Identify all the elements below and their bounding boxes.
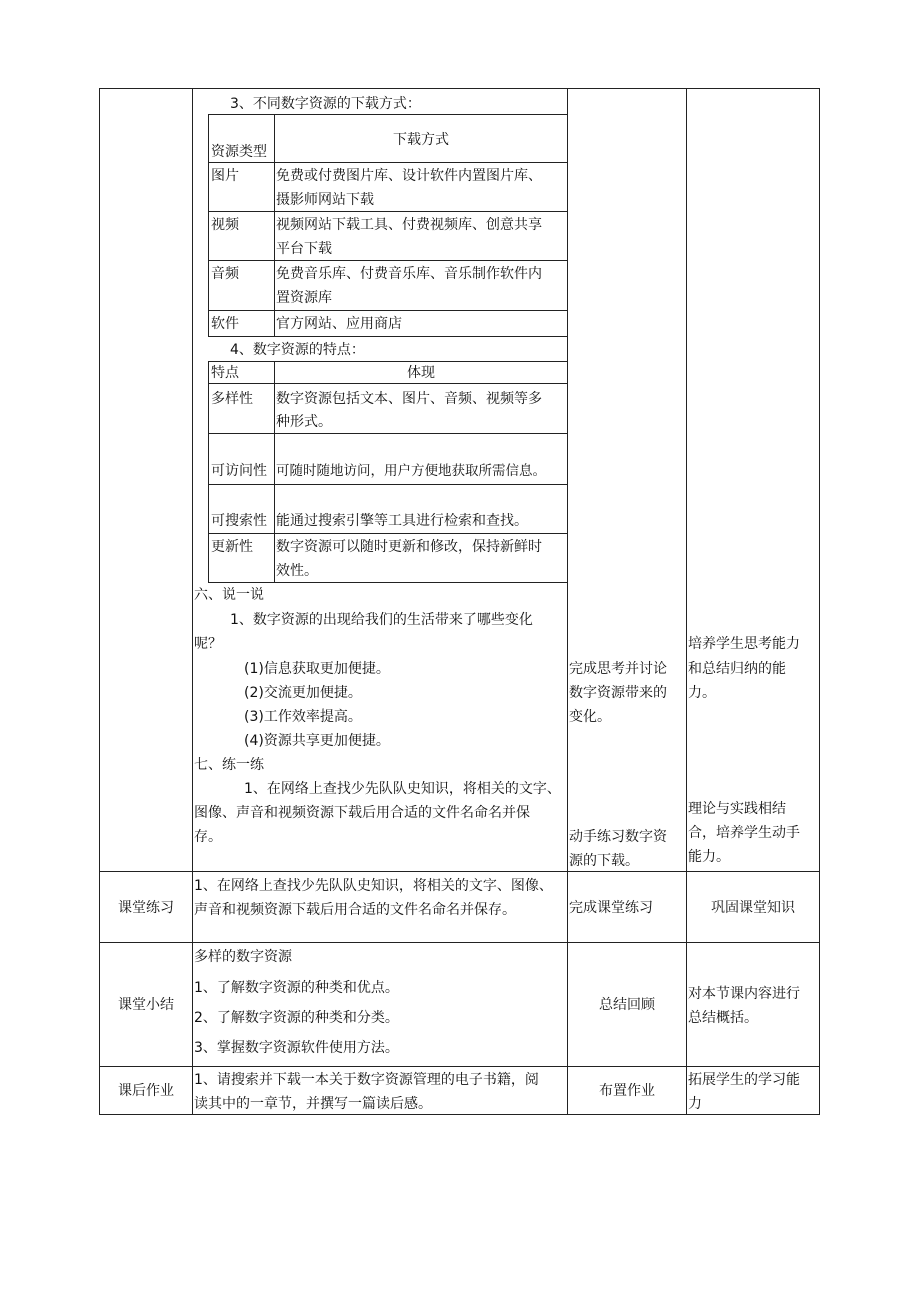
feature-desc: 种形式。 — [276, 414, 332, 430]
classwork-student: 完成课堂练习 — [569, 900, 653, 916]
table-border-top — [99, 88, 820, 89]
table-border-left — [99, 88, 100, 1115]
row-sep-summary — [99, 942, 820, 943]
feature-name: 多样性 — [211, 391, 253, 407]
homework-text: 1、请搜索并下载一本关于数字资源管理的电子书籍，阅 — [194, 1072, 539, 1088]
classwork-intent: 巩固课堂知识 — [711, 900, 795, 916]
t4-line — [274, 361, 275, 583]
download-method: 免费音乐库、付费音乐库、音乐制作软件内 — [276, 266, 542, 282]
header-resource-type: 资源类型 — [211, 144, 267, 160]
header-download-method: 下载方式 — [393, 132, 449, 148]
summary-student: 总结回顾 — [599, 997, 655, 1013]
col-sep-3 — [686, 88, 687, 1115]
download-method: 平台下载 — [276, 241, 332, 257]
discussion-answer: (2)交流更加便捷。 — [244, 685, 362, 701]
design-intent: 和总结归纳的能 — [688, 661, 786, 677]
download-method: 视频网站下载工具、付费视频库、创意共享 — [276, 217, 542, 233]
download-method: 置资源库 — [276, 290, 332, 306]
feature-desc: 数字资源包括文本、图片、音频、视频等多 — [276, 391, 542, 407]
t3-line — [208, 310, 568, 311]
design-intent: 能力。 — [688, 849, 730, 865]
homework-label: 课后作业 — [118, 1083, 174, 1099]
design-intent: 合，培养学生动手 — [688, 825, 800, 841]
col-sep-1 — [192, 88, 193, 1115]
resource-type: 音频 — [211, 266, 239, 282]
header-feature: 特点 — [211, 365, 239, 381]
discussion-answer: (1)信息获取更加便捷。 — [244, 661, 390, 677]
t4-line — [208, 383, 568, 384]
discussion-answer: (3)工作效率提高。 — [244, 709, 362, 725]
t4-line — [208, 533, 568, 534]
resource-type: 图片 — [211, 168, 239, 184]
t3-line — [208, 211, 568, 212]
practice-text: 1、在网络上查找少先队队史知识，将相关的文字、 — [244, 781, 561, 797]
t4-line — [208, 582, 568, 583]
student-activity: 变化。 — [569, 709, 611, 725]
homework-intent: 拓展学生的学习能 — [688, 1072, 800, 1088]
student-activity: 完成思考并讨论 — [569, 661, 667, 677]
summary-intent: 总结概括。 — [688, 1010, 758, 1026]
t3-line — [208, 114, 209, 337]
summary-text: 多样的数字资源 — [194, 949, 292, 965]
t3-line — [208, 114, 568, 115]
table-border-bottom — [99, 1114, 820, 1115]
t3-line — [208, 260, 568, 261]
design-intent: 力。 — [688, 685, 716, 701]
summary-text: 2、了解数字资源的种类和分类。 — [194, 1010, 399, 1026]
practice-text: 存。 — [194, 829, 222, 845]
feature-name: 可访问性 — [211, 463, 267, 479]
row-sep-homework — [99, 1066, 820, 1067]
col-sep-2 — [567, 88, 568, 1115]
section4-title: 4、数字资源的特点： — [230, 342, 365, 358]
summary-label: 课堂小结 — [118, 997, 174, 1013]
download-method: 官方网站、应用商店 — [276, 316, 402, 332]
summary-intent: 对本节课内容进行 — [688, 986, 800, 1002]
resource-type: 视频 — [211, 217, 239, 233]
discussion-answer: (4)资源共享更加便捷。 — [244, 733, 390, 749]
t4-line — [208, 433, 568, 434]
row-sep-classwork — [99, 871, 820, 872]
discussion-question: 呢？ — [194, 636, 222, 652]
classwork-label: 课堂练习 — [118, 900, 174, 916]
homework-student: 布置作业 — [599, 1083, 655, 1099]
classwork-text: 1、在网络上查找少先队队史知识，将相关的文字、图像、 — [194, 878, 553, 894]
classwork-text: 声音和视频资源下载后用合适的文件名命名并保存。 — [194, 902, 516, 918]
feature-name: 更新性 — [211, 539, 253, 555]
download-method: 摄影师网站下载 — [276, 192, 374, 208]
section3-title: 3、不同数字资源的下载方式： — [230, 96, 421, 112]
student-activity: 数字资源带来的 — [569, 685, 667, 701]
t4-line — [208, 484, 568, 485]
t3-line — [208, 336, 568, 337]
feature-desc: 能通过搜索引擎等工具进行检索和查找。 — [276, 513, 528, 529]
feature-desc: 可随时随地访问，用户方便地获取所需信息。 — [276, 463, 546, 479]
section6-title: 六、说一说 — [194, 587, 264, 603]
feature-name: 可搜索性 — [211, 513, 267, 529]
header-embody: 体现 — [407, 365, 435, 381]
design-intent: 培养学生思考能力 — [688, 636, 800, 652]
practice-text: 图像、声音和视频资源下载后用合适的文件名命名并保 — [194, 805, 530, 821]
t4-line — [208, 361, 209, 583]
t4-line — [208, 361, 568, 362]
resource-type: 软件 — [211, 316, 239, 332]
student-activity: 动手练习数字资 — [569, 829, 667, 845]
summary-text: 3、掌握数字资源软件使用方法。 — [194, 1040, 399, 1056]
discussion-question: 1、数字资源的出现给我们的生活带来了哪些变化 — [230, 612, 533, 628]
section7-title: 七、练一练 — [194, 757, 264, 773]
feature-desc: 数字资源可以随时更新和修改，保持新鲜时 — [276, 539, 542, 555]
table-border-right — [819, 88, 820, 1115]
homework-text: 读其中的一章节，并撰写一篇读后感。 — [194, 1096, 432, 1112]
feature-desc: 效性。 — [276, 563, 318, 579]
homework-intent: 力 — [688, 1096, 702, 1112]
student-activity: 源的下载。 — [569, 853, 639, 869]
design-intent: 理论与实践相结 — [688, 801, 786, 817]
t3-line — [208, 162, 568, 163]
summary-text: 1、了解数字资源的种类和优点。 — [194, 980, 399, 996]
download-method: 免费或付费图片库、设计软件内置图片库、 — [276, 168, 542, 184]
